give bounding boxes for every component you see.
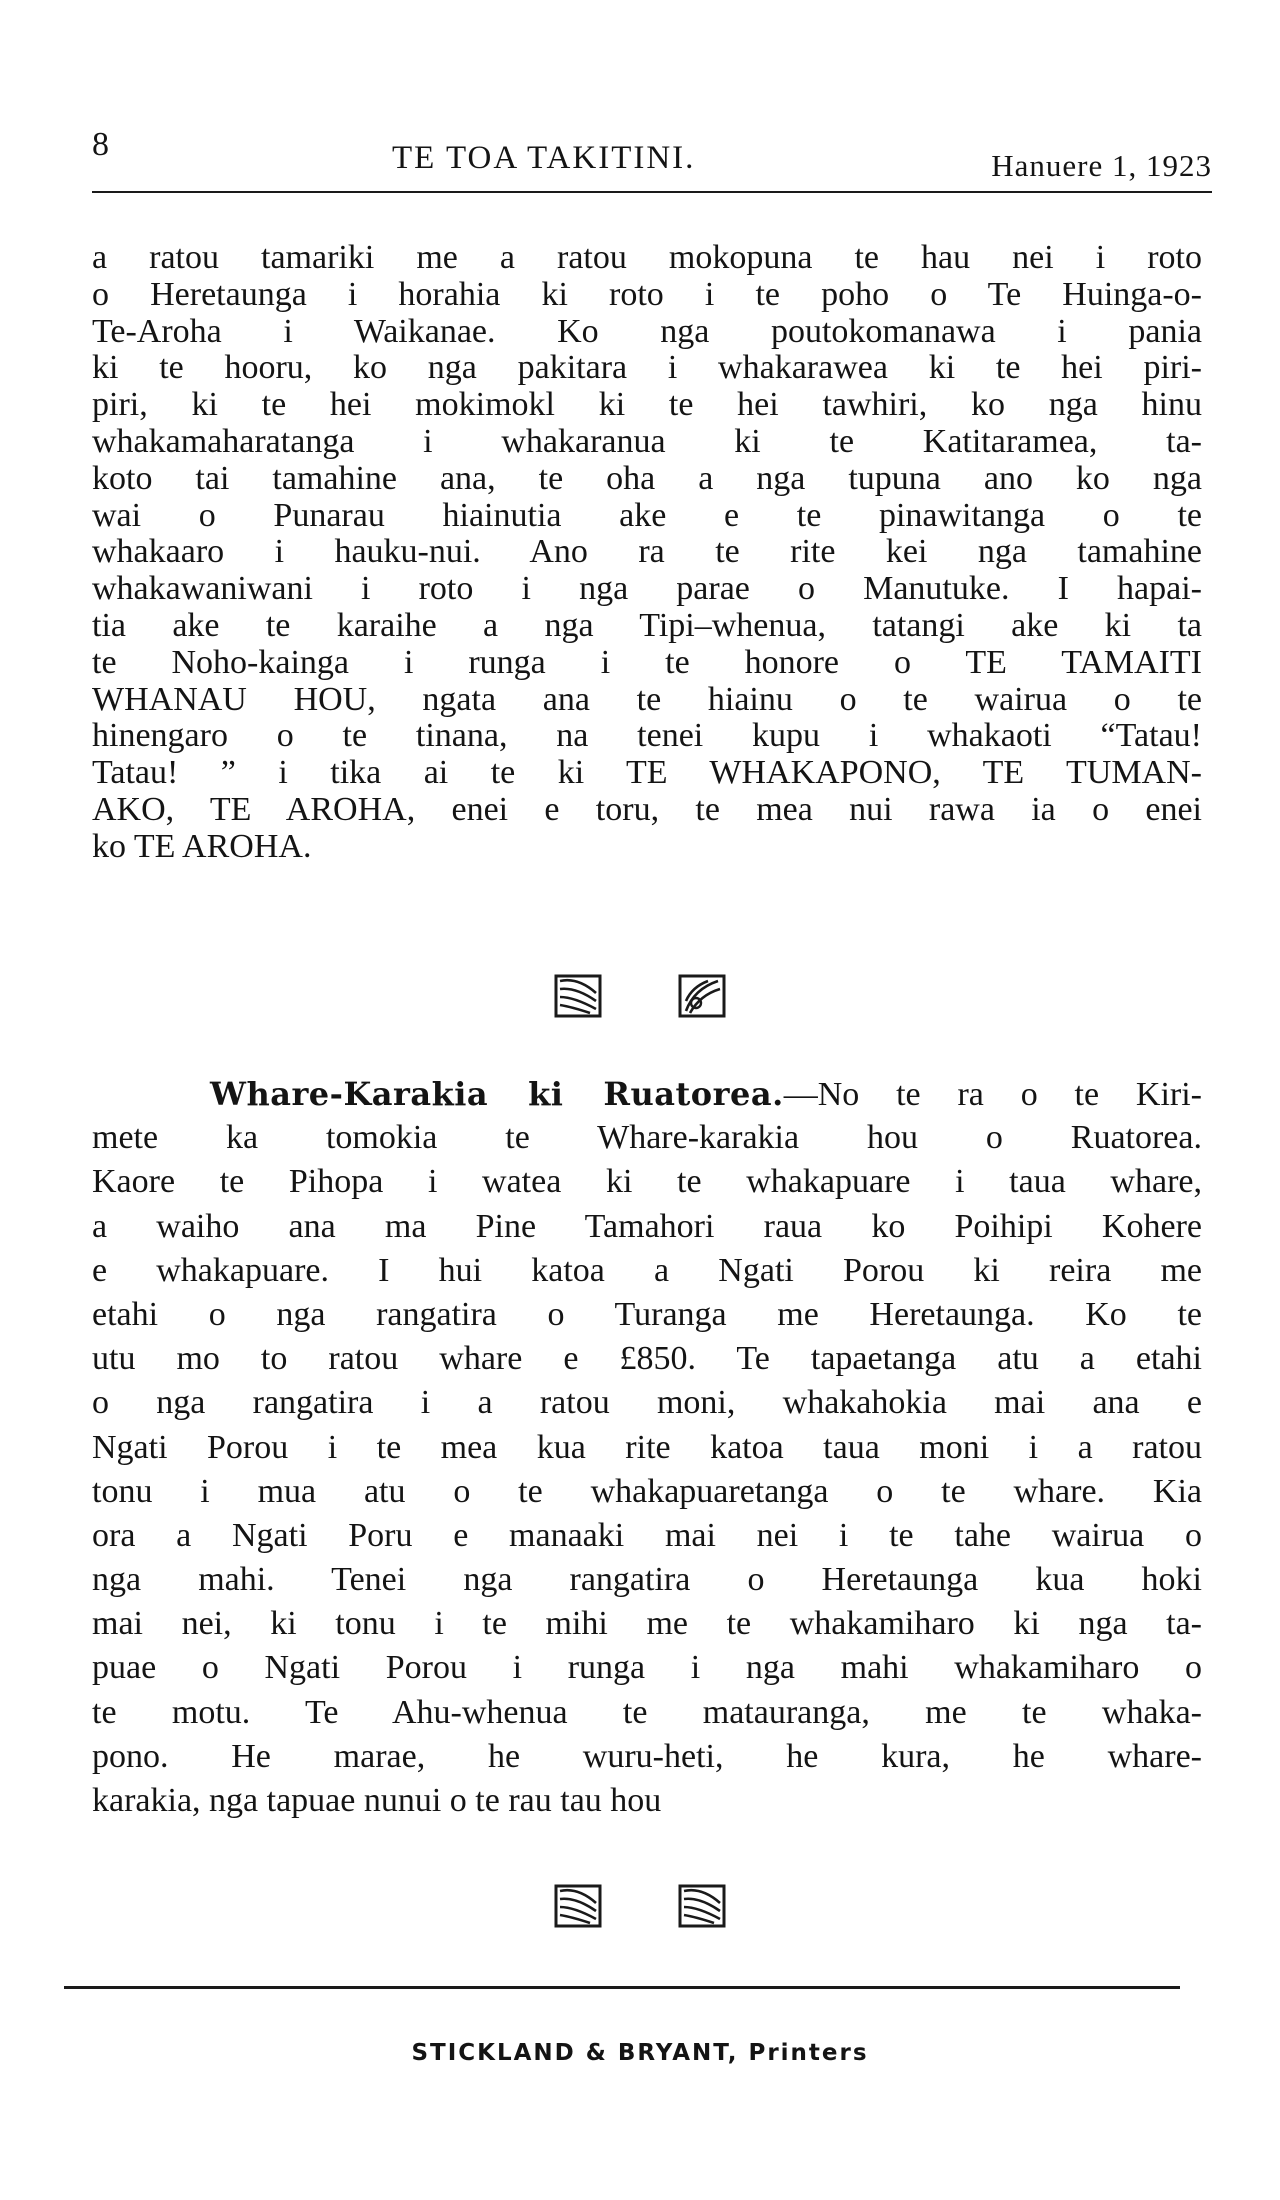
printer-imprint: STICKLAND & BRYANT, Printers <box>411 2040 869 2066</box>
text-line: tonu i mua atu o te whakapuaretanga o te whare. Kia <box>92 1472 1202 1510</box>
text-line: utu mo to ratou whare e £850. Te tapaetanga atu a etahi <box>92 1340 1202 1378</box>
fleuron-icon <box>550 973 606 1019</box>
text-line: ora a Ngati Poru e manaaki mai nei i te tahe wairua o <box>92 1516 1202 1554</box>
text-line: koto tai tamahine ana, te oha a nga tupuna ano ko nga <box>92 459 1202 497</box>
running-header <box>92 126 1212 186</box>
fleuron-icon <box>674 973 730 1019</box>
text-line: te Noho-kainga i runga i te honore o TE TAMAITI <box>92 643 1202 681</box>
text-line: Tatau! ” i tika ai te ki TE WHAKAPONO, TE TUMAN- <box>92 754 1202 792</box>
text-line: karakia, nga tapuae nunui o te rau tau hou <box>92 1782 662 1819</box>
text-line: ki te hooru, ko nga pakitara i whakarawea ki te hei piri- <box>92 349 1202 387</box>
text-line: wai o Punarau hiainutia ake e te pinawitanga o te <box>92 496 1202 534</box>
text-line: mete ka tomokia te Whare-karakia hou o Ruatorea. <box>92 1119 1202 1157</box>
text-line: mai nei, ki tonu i te mihi me te whakamiharo ki nga ta- <box>92 1605 1202 1643</box>
text-line: WHANAU HOU, ngata ana te hiainu o te wairua o te <box>92 680 1202 718</box>
text-line: nga mahi. Tenei nga rangatira o Heretaunga kua hoki <box>92 1561 1202 1599</box>
text-line <box>92 1072 1202 1116</box>
text-line: e whakapuare. I hui katoa a Ngati Porou ki reira me <box>92 1251 1202 1289</box>
text-line: etahi o nga rangatira o Turanga me Heretaunga. Ko te <box>92 1295 1202 1333</box>
text-line: tia ake te karaihe a nga Tipi–whenua, tatangi ake ki ta <box>92 606 1202 644</box>
article-first-line-text: —No te ra o te Kiri- <box>783 1076 1202 1113</box>
page-number: 8 <box>92 126 109 163</box>
ornament-divider <box>0 1883 1280 1929</box>
text-line: AKO, TE AROHA, enei e toru, te mea nui rawa ia o enei <box>92 790 1202 828</box>
article-paragraph <box>92 1072 1202 1823</box>
text-line: whakamaharatanga i whakaranua ki te Katitaramea, ta- <box>92 422 1202 460</box>
text-line: Ngati Porou i te mea kua rite katoa taua moni i a ratou <box>92 1428 1202 1466</box>
text-line: a waiho ana ma Pine Tamahori raua ko Poihipi Kohere <box>92 1207 1202 1245</box>
fleuron-icon <box>674 1883 730 1929</box>
text-line: whakawaniwani i roto i nga parae o Manutuke. I hapai- <box>92 570 1202 608</box>
footer-rule <box>64 1986 1180 1989</box>
text-line: o nga rangatira i a ratou moni, whakahokia mai ana e <box>92 1384 1202 1422</box>
article-heading: Whare-Karakia ki Ruatorea. <box>210 1075 784 1113</box>
continued-paragraph <box>92 240 1202 866</box>
header-rule <box>92 191 1212 193</box>
text-line: o Heretaunga i horahia ki roto i te poho o Te Huinga-o- <box>92 275 1202 313</box>
running-title: TE TOA TAKITINI. <box>392 140 696 176</box>
text-line: te motu. Te Ahu-whenua te matauranga, me te whaka- <box>92 1693 1202 1731</box>
text-line: hinengaro o te tinana, na tenei kupu i whakaoti “Tatau! <box>92 717 1202 755</box>
text-line: piri, ki te hei mokimokl ki te hei tawhiri, ko nga hinu <box>92 386 1202 424</box>
fleuron-icon <box>550 1883 606 1929</box>
issue-date: Hanuere 1, 1923 <box>991 148 1212 183</box>
text-line: ko TE AROHA. <box>92 827 312 865</box>
text-line: Kaore te Pihopa i watea ki te whakapuare i taua whare, <box>92 1163 1202 1201</box>
text-line: whakaaro i hauku-nui. Ano ra te rite kei nga tamahine <box>92 533 1202 571</box>
text-line: puae o Ngati Porou i runga i nga mahi whakamiharo o <box>92 1649 1202 1687</box>
text-line: pono. He marae, he wuru-heti, he kura, he whare- <box>92 1737 1202 1775</box>
ornament-divider <box>0 973 1280 1019</box>
text-line: Te-Aroha i Waikanae. Ko nga poutokomanawa i pania <box>92 312 1202 350</box>
text-line: a ratou tamariki me a ratou mokopuna te hau nei i roto <box>92 239 1202 276</box>
